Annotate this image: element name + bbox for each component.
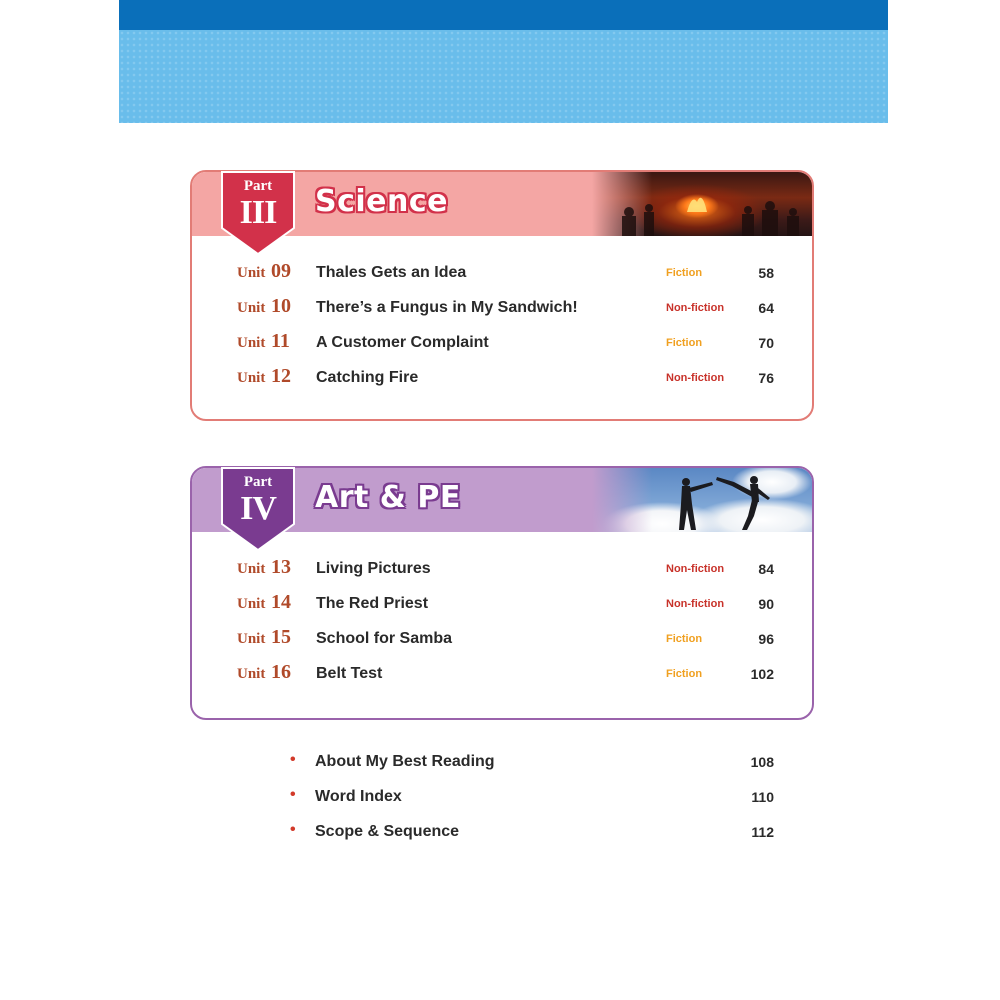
unit-row[interactable]: [192, 660, 812, 690]
unit-label: Unit: [237, 335, 266, 351]
genre-tag: Non-fiction: [666, 302, 725, 314]
unit-label: Unit: [237, 631, 266, 647]
unit-number: 15: [271, 626, 291, 648]
extra-title: Scope & Sequence: [315, 823, 460, 840]
genre-tag: Non-fiction: [666, 372, 725, 384]
page-number: 108: [750, 754, 774, 770]
genre-tag: Non-fiction: [666, 598, 725, 610]
unit-title: Catching Fire: [316, 369, 419, 386]
page-number: 84: [758, 561, 774, 577]
unit-row[interactable]: [192, 294, 812, 324]
genre-tag: Non-fiction: [666, 563, 725, 575]
unit-row[interactable]: [192, 625, 812, 655]
unit-title: Belt Test: [316, 665, 383, 682]
page-number: 64: [758, 300, 774, 316]
page-number: 58: [758, 265, 774, 281]
page-number: 76: [758, 370, 774, 386]
unit-number: 16: [271, 661, 291, 683]
unit-label: Unit: [237, 370, 266, 386]
unit-row[interactable]: [192, 364, 812, 394]
extra-item[interactable]: [280, 786, 780, 810]
unit-number: 12: [271, 365, 291, 387]
unit-title: School for Samba: [316, 630, 453, 647]
genre-tag: Fiction: [666, 668, 703, 680]
page-number: 110: [751, 789, 774, 805]
page-number: 112: [751, 824, 774, 840]
section-title: Art & PE: [315, 480, 461, 515]
unit-label: Unit: [237, 561, 266, 577]
page-number: 90: [758, 596, 774, 612]
unit-label: Unit: [237, 300, 266, 316]
bullet-icon: •: [290, 786, 296, 803]
unit-title: A Customer Complaint: [316, 334, 489, 351]
section-art-pe: [190, 466, 814, 720]
extra-title: Word Index: [315, 788, 402, 805]
unit-number: 10: [271, 295, 291, 317]
unit-row[interactable]: [192, 555, 812, 585]
extra-item[interactable]: [280, 751, 780, 775]
genre-tag: Fiction: [666, 633, 703, 645]
unit-title: The Red Priest: [316, 595, 429, 612]
martial-arts-photo: [592, 468, 812, 532]
page-number: 96: [758, 631, 774, 647]
page-number: 102: [750, 666, 774, 682]
unit-row[interactable]: [192, 329, 812, 359]
unit-number: 11: [271, 330, 290, 352]
unit-number: 14: [271, 591, 291, 613]
page-number: 70: [758, 335, 774, 351]
extra-item[interactable]: [280, 821, 780, 845]
unit-number: 09: [271, 260, 291, 282]
genre-tag: Fiction: [666, 267, 703, 279]
header-banner-dark: [119, 0, 888, 30]
part-badge: [218, 466, 298, 552]
part-label: Part: [243, 178, 273, 194]
section-title: Science: [315, 184, 449, 219]
unit-row[interactable]: [192, 590, 812, 620]
bullet-icon: •: [290, 821, 296, 838]
part-number: IV: [240, 490, 276, 527]
campfire-photo: [592, 172, 812, 236]
extra-title: About My Best Reading: [315, 753, 495, 770]
part-label: Part: [243, 474, 273, 490]
header-banner-light: [119, 30, 888, 123]
unit-number: 13: [271, 556, 291, 578]
section-science: [190, 170, 814, 421]
unit-title: Thales Gets an Idea: [316, 264, 467, 281]
unit-title: Living Pictures: [316, 560, 431, 577]
bullet-icon: •: [290, 751, 296, 768]
genre-tag: Fiction: [666, 337, 703, 349]
unit-label: Unit: [237, 596, 266, 612]
part-badge: [218, 170, 298, 256]
unit-label: Unit: [237, 265, 266, 281]
part-number: III: [239, 194, 277, 231]
unit-row[interactable]: [192, 259, 812, 289]
unit-title: There’s a Fungus in My Sandwich!: [316, 299, 578, 316]
unit-label: Unit: [237, 666, 266, 682]
